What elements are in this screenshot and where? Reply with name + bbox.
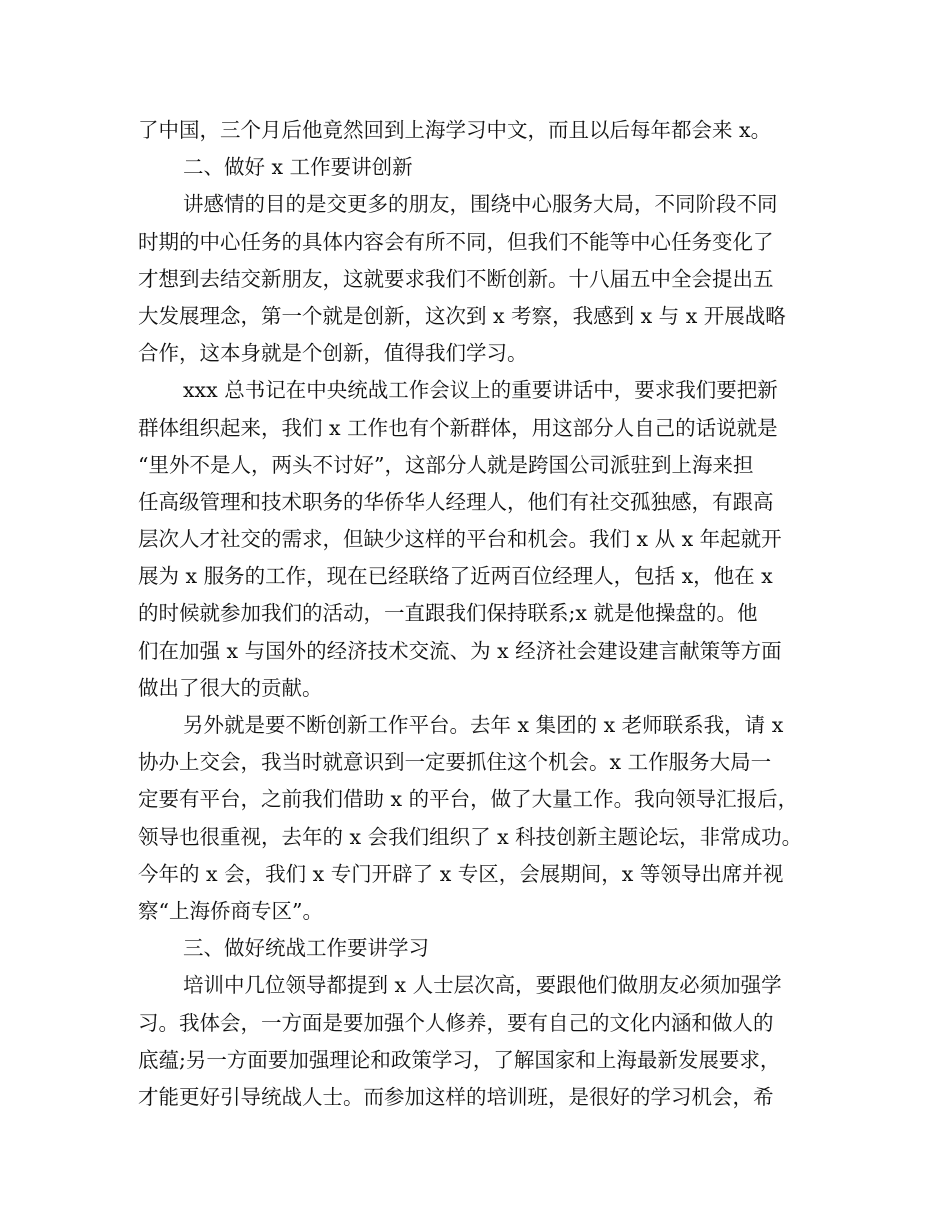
text-line: 察“上海侨商专区”。 [138, 898, 323, 923]
text-line: 领导也很重视，去年的 x 会我们组织了 x 科技创新主题论坛，非常成功。 [138, 824, 803, 849]
text-line: 合作，这本身就是个创新，值得我们学习。 [138, 341, 528, 366]
text-line: 定要有平台，之前我们借助 x 的平台，做了大量工作。我向领导汇报后， [138, 787, 799, 812]
paragraph-start-line: xxx 总书记在中央统战工作会议上的重要讲话中，要求我们要把新 [183, 378, 778, 403]
text-line: 展为 x 服务的工作，现在已经联络了近两百位经理人，包括 x，他在 x [138, 564, 773, 589]
paragraph-start-line: 二、做好 x 工作要讲创新 [183, 155, 413, 180]
text-line: 的时候就参加我们的活动，一直跟我们保持联系;x 就是他操盘的。他 [138, 601, 758, 626]
text-line: 协办上交会，我当时就意识到一定要抓住这个机会。x 工作服务大局一 [138, 750, 772, 775]
paragraph-start-line: 三、做好统战工作要讲学习 [183, 936, 429, 961]
text-line: 群体组织起来，我们 x 工作也有个新群体，用这部分人自己的话说就是 [138, 415, 778, 440]
text-line: 今年的 x 会，我们 x 专门开辟了 x 专区，会展期间，x 等领导出席并视 [138, 861, 784, 886]
paragraph-start-line: 另外就是要不断创新工作平台。去年 x 集团的 x 老师联系我，请 x [183, 713, 784, 737]
text-line: 层次人才社交的需求，但缺少这样的平台和机会。我们 x 从 x 年起就开 [138, 527, 782, 552]
text-line: 了中国，三个月后他竟然回到上海学习中文，而且以后每年都会来 x。 [138, 118, 772, 142]
document-body [138, 112, 818, 1116]
text-line: 底蕴;另一方面要加强理论和政策学习，了解国家和上海最新发展要求， [138, 1047, 781, 1072]
text-line: “里外不是人，两头不讨好”，这部分人就是跨国公司派驻到上海来担 [138, 452, 754, 477]
text-line: 习。我体会，一方面是要加强个人修养，要有自己的文化内涵和做人的 [138, 1010, 774, 1035]
text-line: 时期的中心任务的具体内容会有所不同，但我们不能等中心任务变化了 [138, 229, 774, 254]
text-line: 任高级管理和技术职务的华侨华人经理人，他们有社交孤独感，有跟高 [138, 489, 774, 514]
text-line: 才能更好引导统战人士。而参加这样的培训班，是很好的学习机会，希 [138, 1084, 774, 1109]
text-line: 做出了很大的贡献。 [138, 675, 323, 700]
paragraph-start-line: 培训中几位领导都提到 x 人士层次高，要跟他们做朋友必须加强学 [183, 973, 782, 998]
text-line: 大发展理念，第一个就是创新，这次到 x 考察，我感到 x 与 x 开展战略 [138, 303, 786, 328]
text-line: 们在加强 x 与国外的经济技术交流、为 x 经济社会建设建言献策等方面 [138, 638, 782, 663]
paragraph-start-line: 讲感情的目的是交更多的朋友，围绕中心服务大局，不同阶段不同 [183, 192, 778, 217]
text-line: 才想到去结交新朋友，这就要求我们不断创新。十八届五中全会提出五 [138, 266, 774, 291]
